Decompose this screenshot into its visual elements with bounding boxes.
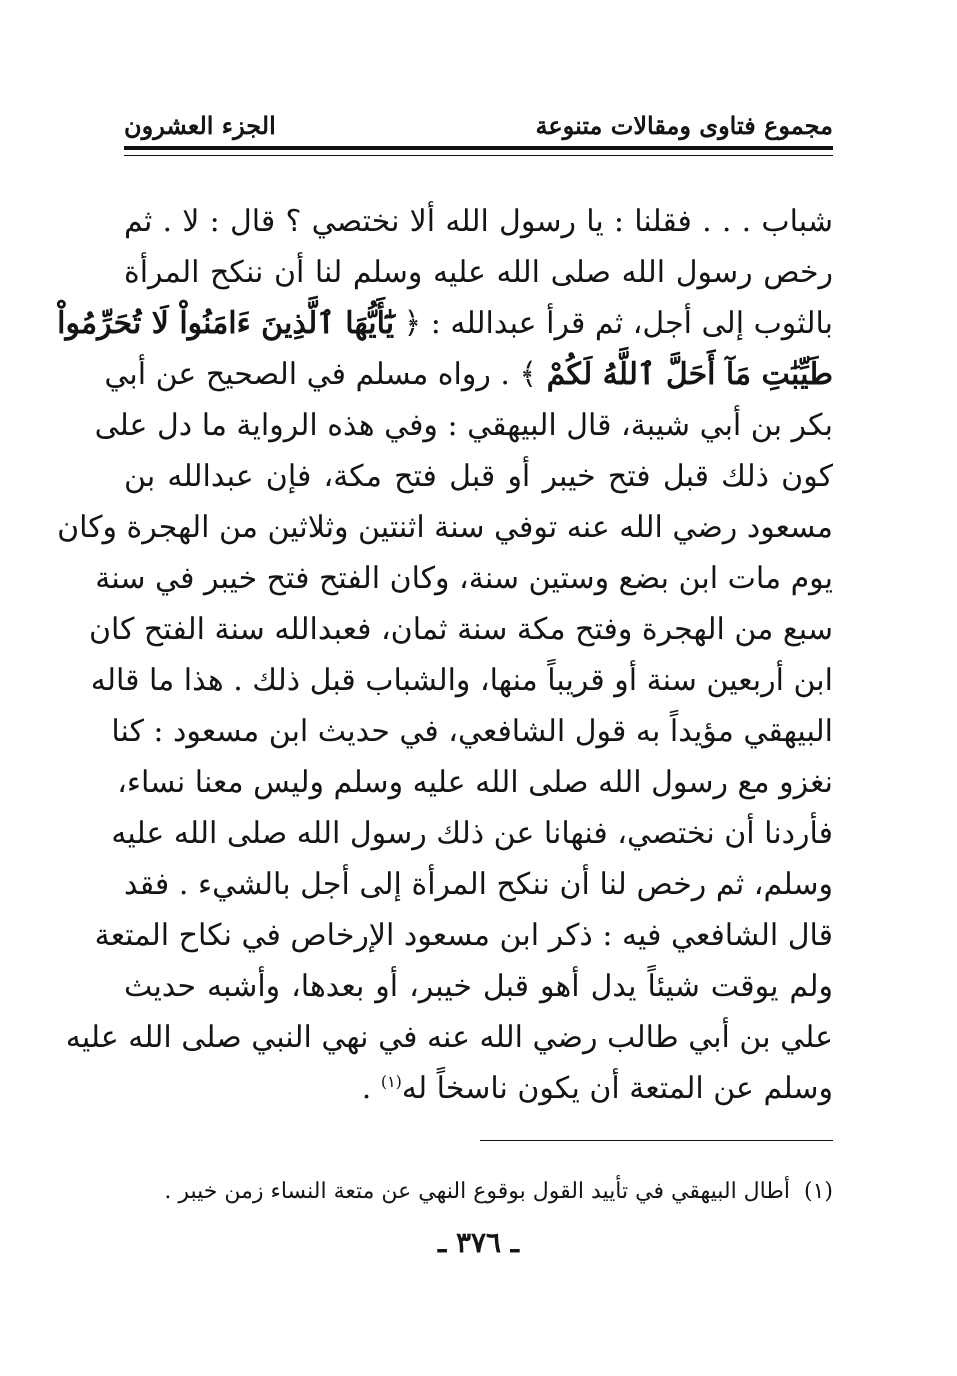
text-line	[124, 451, 833, 502]
quran-verse: يَٰٓأَيُّهَا ٱلَّذِينَ ءَامَنُواْ لَا تُحَرِّمُواْ	[57, 306, 395, 341]
text-line	[111, 706, 833, 757]
line-text: مسعود رضي الله عنه توفي سنة اثنتين وثلاثين من الهجرة وكان	[57, 510, 833, 545]
line-text: البيهقي مؤيداً به قول الشافعي، في حديث ابن مسعود : كنا	[111, 714, 833, 749]
text-line	[88, 604, 833, 655]
footnote-reference[interactable]: (١)	[380, 1072, 402, 1091]
text-line	[57, 502, 833, 553]
line-text: كون ذلك قبل فتح خيبر أو قبل فتح مكة، فإن عبدالله بن	[124, 459, 833, 494]
line-text: نغزو مع رسول الله صلى الله عليه وسلم وليس معنا نساء،	[117, 765, 833, 800]
line-text: بكر بن أبي شيبة، قال البيهقي : وفي هذه الرواية ما دل على	[94, 408, 833, 443]
text-line	[90, 655, 833, 706]
line-text: رخص رسول الله صلى الله عليه وسلم لنا أن ننكح المرأة	[124, 255, 833, 290]
line-text: فأردنا أن نختصي، فنهانا عن ذلك رسول الله صلى الله عليه	[111, 816, 833, 851]
text-line	[95, 553, 833, 604]
text-line	[111, 808, 833, 859]
line-text: علي بن أبي طالب رضي الله عنه في نهي النبي صلى الله عليه	[65, 1020, 833, 1055]
text-line	[94, 910, 833, 961]
text-line	[104, 349, 833, 400]
header-rule-thick	[124, 146, 833, 150]
footnote-text: أطال البيهقي في تأييد القول بوقوع النهي عن متعة النساء زمن خيبر .	[164, 1179, 790, 1204]
line-text: قال الشافعي فيه : ذكر ابن مسعود الإرخاص في نكاح المتعة	[94, 918, 833, 953]
quran-verse: طَيِّبَٰتِ مَآ أَحَلَّ ٱللَّهُ لَكُمْ	[546, 357, 833, 392]
text-line	[117, 757, 833, 808]
page-number: ـ ٣٧٦ ـ	[437, 1226, 520, 1259]
text-line	[94, 400, 833, 451]
line-text: سبع من الهجرة وفتح مكة سنة ثمان، فعبدالله سنة الفتح كان	[88, 612, 833, 647]
text-line	[124, 961, 833, 1012]
header-rule-thin	[124, 155, 833, 156]
line-text: يوم مات ابن بضع وستين سنة، وكان الفتح فتح خيبر في سنة	[95, 561, 833, 596]
line-text: ﴾ . رواه مسلم في الصحيح عن أبي	[104, 357, 547, 392]
book-title: مجموع فتاوى ومقالات متنوعة	[535, 111, 833, 140]
line-text: ابن أربعين سنة أو قريباً منها، والشباب قبل ذلك . هذا ما قاله	[90, 663, 833, 698]
line-text: شباب . . . فقلنا : يا رسول الله ألا نختصي ؟ قال : لا . ثم	[124, 204, 833, 239]
text-line	[124, 859, 833, 910]
text-line	[124, 196, 833, 247]
footnote-separator	[480, 1140, 833, 1141]
text-line-last	[124, 1063, 833, 1114]
line-text: وسلم، ثم رخص لنا أن ننكح المرأة إلى أجل بالشيء . فقد	[124, 867, 834, 902]
text-line	[57, 298, 833, 349]
running-header	[124, 100, 833, 140]
line-text: بالثوب إلى أجل، ثم قرأ عبدالله : ﴿	[394, 306, 833, 341]
line-text: وسلم عن المتعة أن يكون ناسخاً له	[401, 1071, 833, 1106]
text-line	[65, 1012, 833, 1063]
footnote	[124, 1172, 833, 1212]
line-end: .	[361, 1071, 381, 1106]
footnote-marker: (١)	[803, 1179, 833, 1204]
volume-label: الجزء العشرون	[124, 111, 276, 140]
text-line	[124, 247, 833, 298]
line-text: ولم يوقت شيئاً يدل أهو قبل خيبر، أو بعدها، وأشبه حديث	[124, 969, 833, 1004]
body-text	[57, 196, 834, 1114]
